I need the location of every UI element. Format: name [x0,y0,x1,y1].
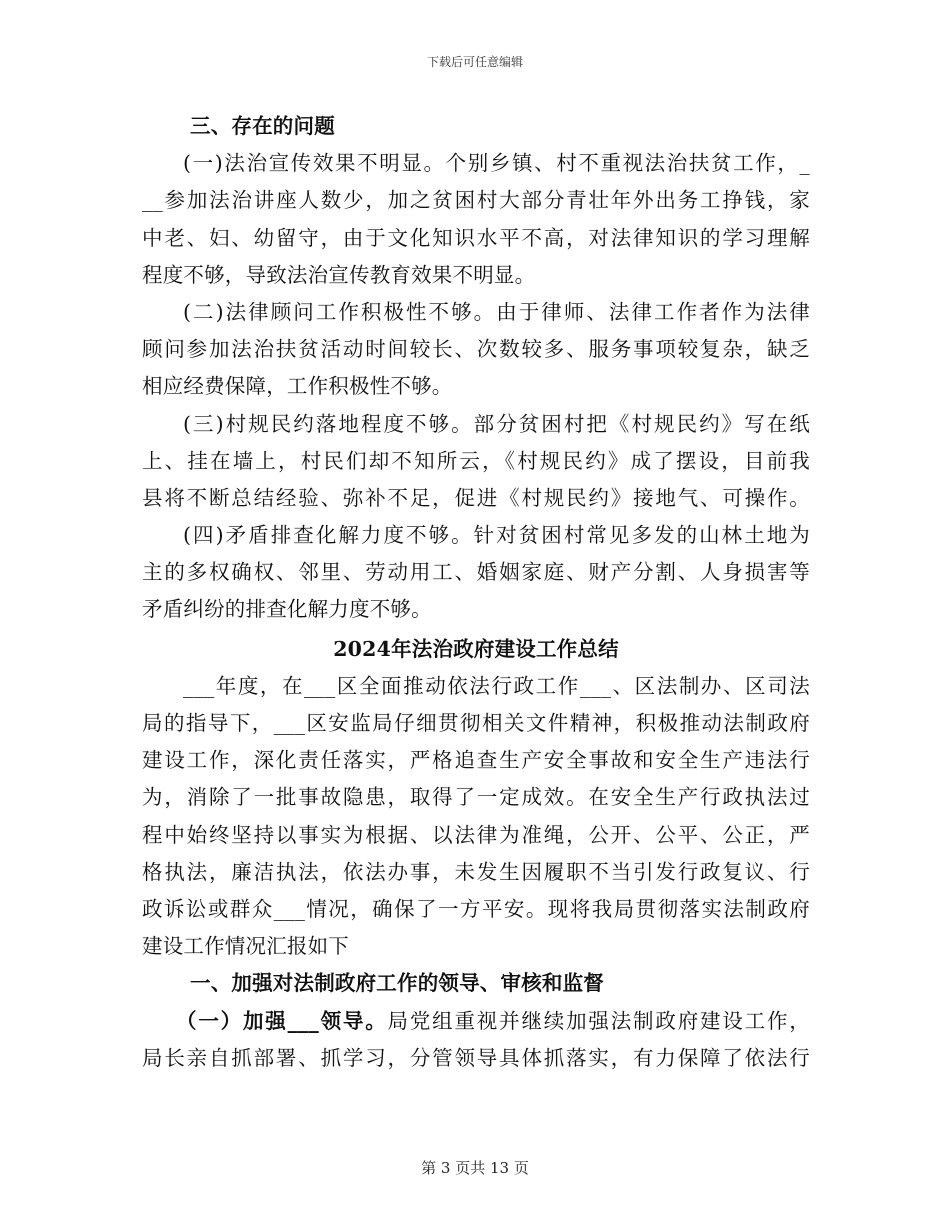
text-line: ___年度，在___区全面推动依法行政工作___、区法制办、区司法 [183,673,810,698]
page-content [142,108,810,1077]
text-line: 县将不断总结经验、弥补不足，促进《村规民约》接地气、可操作。 [142,485,810,510]
page-footer: 第 3 页共 13 页 [421,1159,529,1177]
subsection-1 [142,1003,810,1077]
text-line: 为，消除了一批事故隐患，取得了一定成效。在安全生产行政执法过 [142,785,810,810]
text-line: 政诉讼或群众___情况，确保了一方平安。现将我局贯彻落实法制政府 [142,896,810,921]
text-line: 程度不够，导致法治宣传教育效果不明显。 [142,262,536,287]
text-line: 顾问参加法治扶贫活动时间较长、次数较多、服务事项较复杂，缺乏 [142,337,810,362]
text-line: 局的指导下，___区安监局仔细贯彻相关文件精神，积极推动法制政府 [142,711,810,735]
text-line: __参加法治讲座人数少，加之贫困村大部分青壮年外出务工挣钱，家 [142,188,810,213]
section-heading: 三、存在的问题 [190,114,335,138]
report-intro [142,668,810,966]
text-line: (二)法律顾问工作积极性不够。由于律师、法律工作者作为法律 [183,299,810,324]
subsection-text: 局党组重视并继续加强法制政府建设工作， [387,1008,810,1033]
text-line: 局长亲自抓部署、抓学习，分管领导具体抓落实，有力保障了依法行 [142,1045,810,1070]
text-line: 上、挂在墙上，村民们却不知所云，《村规民约》成了摆设，目前我 [142,448,810,473]
paragraph-4 [142,517,810,629]
subsection-title: （一）加强___领导。 [176,1008,388,1033]
text-line: 中老、妇、幼留守，由于文化知识水平不高，对法律知识的学习理解 [142,225,810,250]
text-line: 程中始终坚持以事实为根据、以法律为准绳，公开、公平、公正，严 [142,822,810,847]
text-line: 主的多权确权、邻里、劳动用工、婚姻家庭、财产分割、人身损害等 [142,560,810,585]
text-line: 建设工作，深化责任落实，严格追查生产安全事故和安全生产违法行 [142,748,810,773]
paragraph-2 [142,294,810,406]
page-header: 下载后可任意编辑 [426,55,523,69]
report-title: 2024年法治政府建设工作总结 [333,636,619,661]
text-line: (一)法治宣传效果不明显。个别乡镇、村不重视法治扶贫工作，_ [183,151,810,176]
section-heading: 一、加强对法制政府工作的领导、审核和监督 [190,971,604,996]
text-line: (三)村规民约落地程度不够。部分贫困村把《村规民约》写在纸 [183,411,810,436]
text-line: 相应经费保障，工作积极性不够。 [142,374,453,399]
text-line: 格执法，廉洁执法，依法办事，未发生因履职不当引发行政复议、行 [142,859,810,884]
paragraph-3 [142,406,810,518]
text-line [142,1003,810,1040]
paragraph-1 [142,145,810,294]
text-line: 矛盾纠纷的排查化解力度不够。 [142,597,432,622]
text-line: 建设工作情况汇报如下 [142,934,349,959]
text-line: (四)矛盾排查化解力度不够。针对贫困村常见多发的山林土地为 [183,523,810,548]
